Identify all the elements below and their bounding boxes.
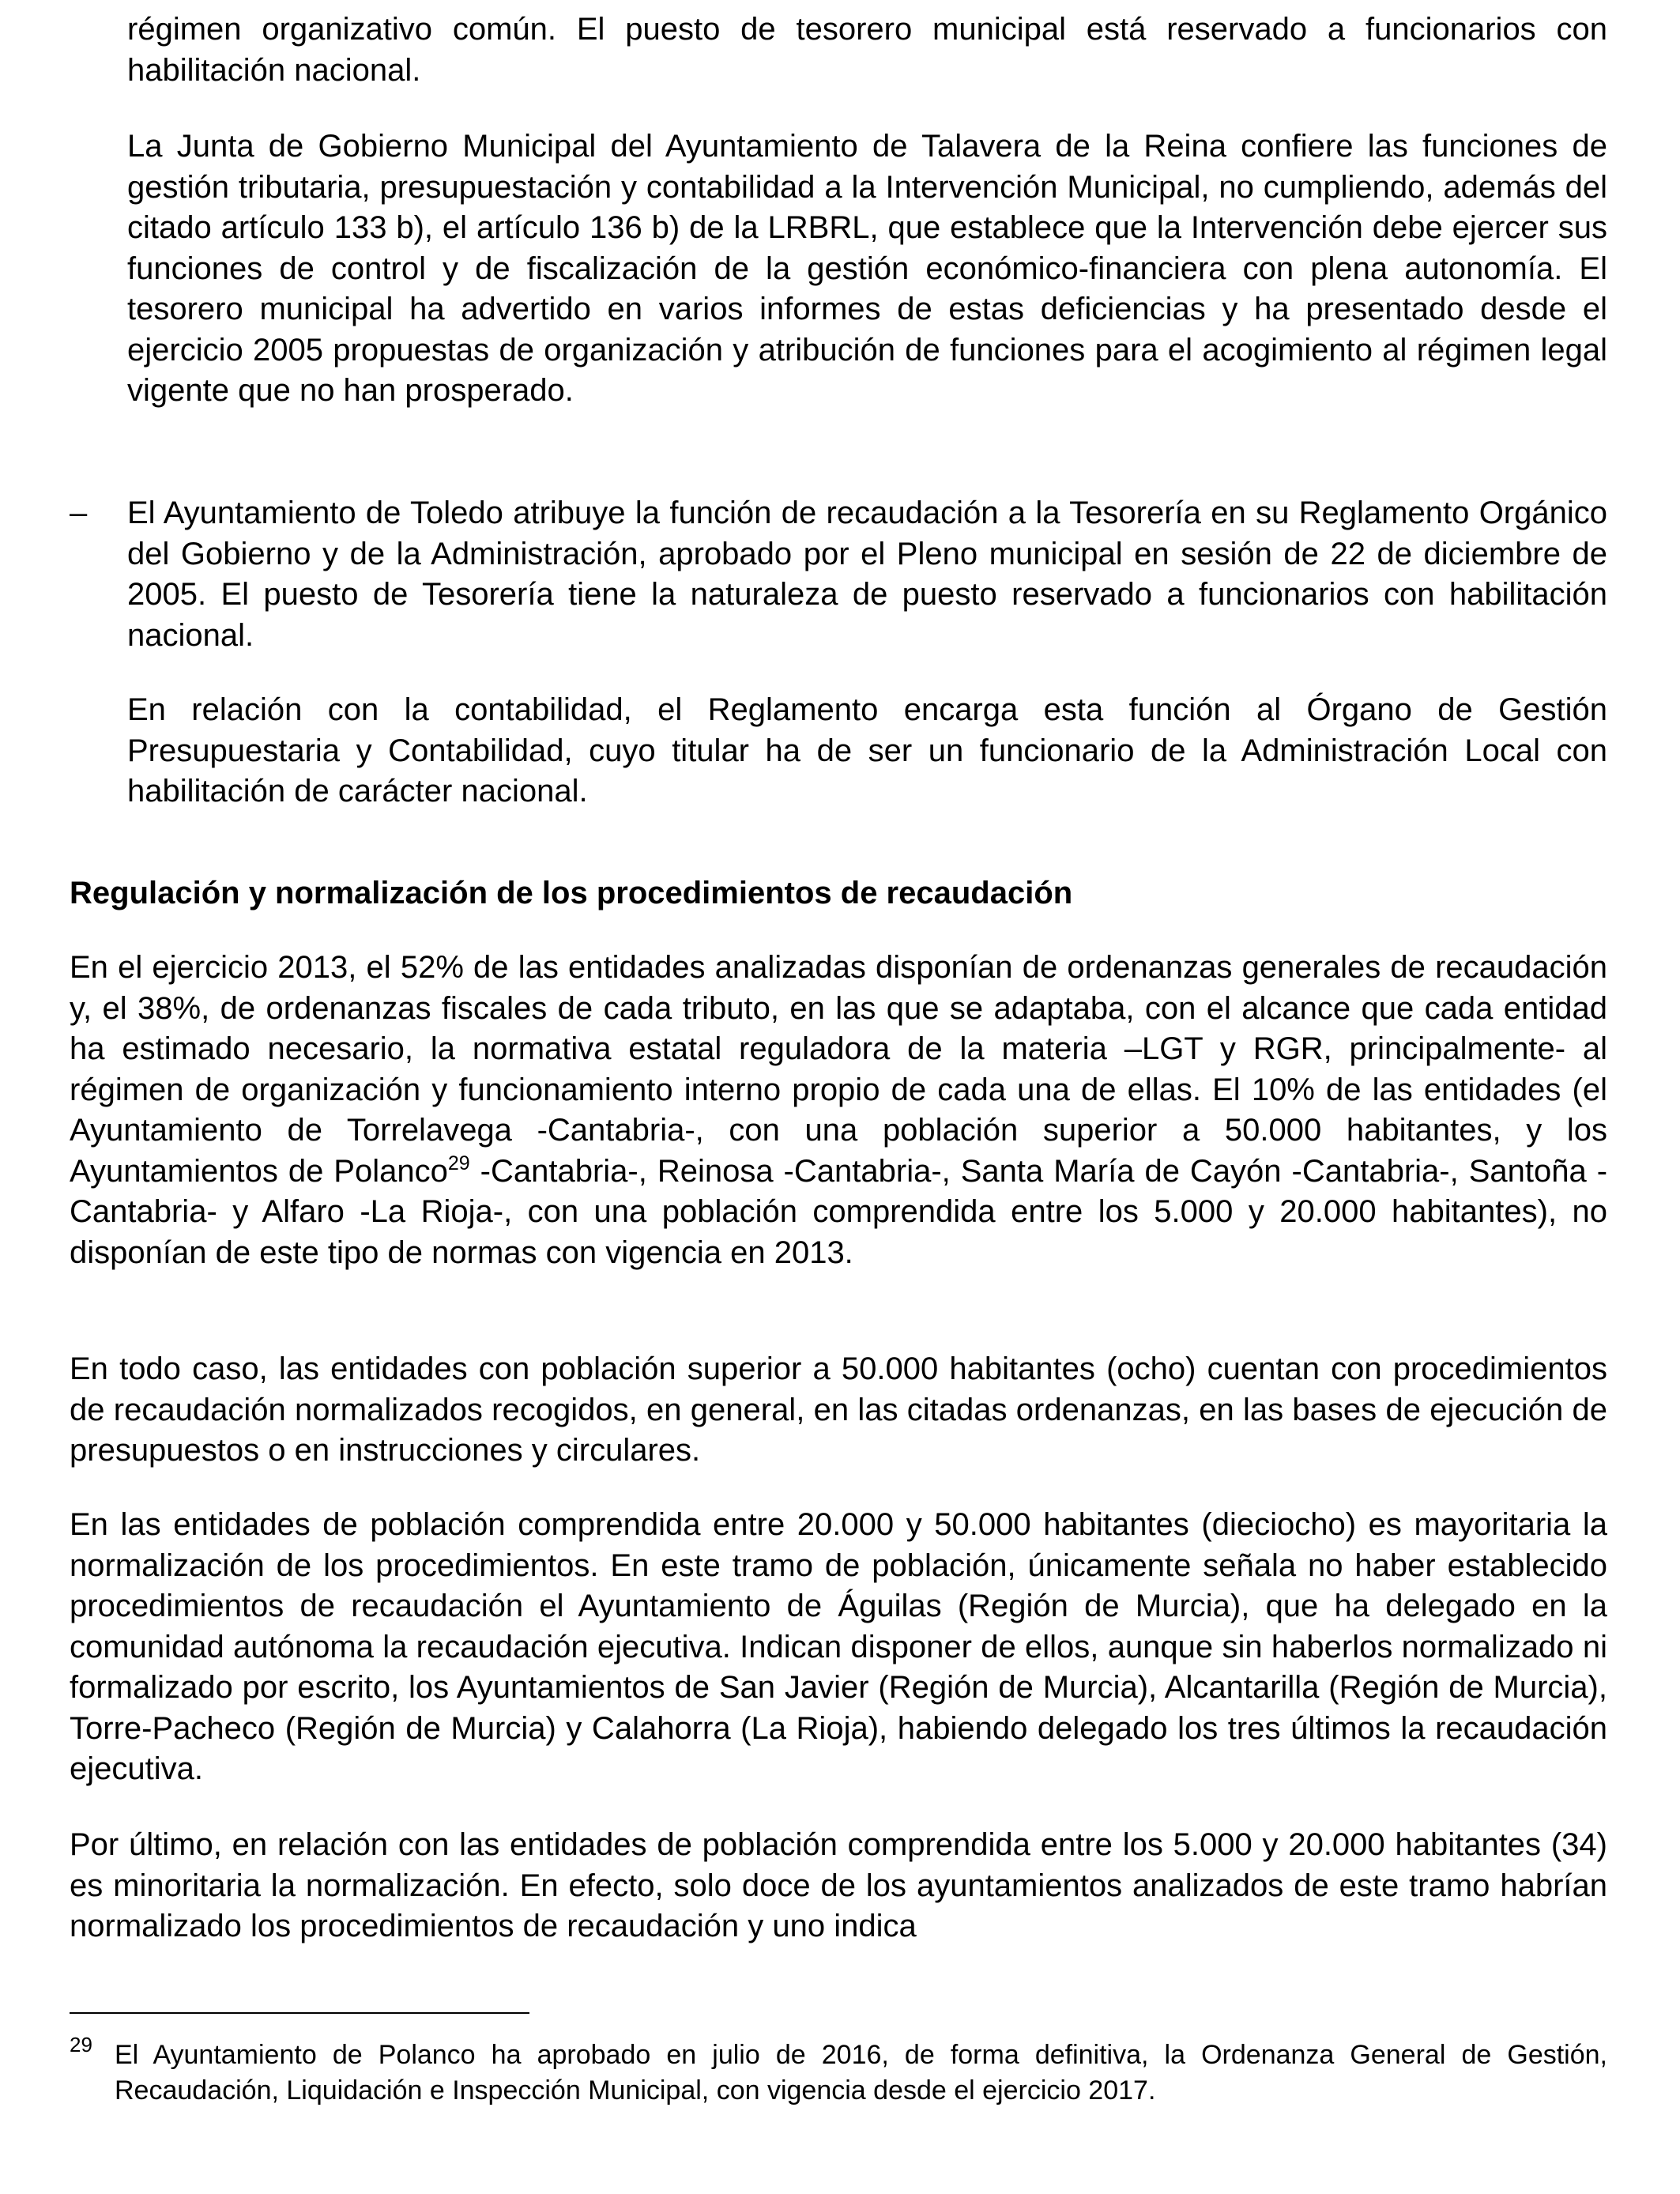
paragraph-over-50000: En todo caso, las entidades con población superior a 50.000 habitantes (ocho) cuentan con procedimientos de recaudación normalizados recogidos, en general, en las citadas ordenanzas, en las bases de ejecución de presupuestos o en instrucciones y circulares.: [70, 1351, 1607, 1468]
footnote-text: El Ayuntamiento de Polanco ha aprobado en julio de 2016, de forma definitiva, la Ordenanza General de Gestión, Recaudación, Liquidación e Inspección Municipal, con vigencia desde el ejercicio 2017.: [115, 2040, 1607, 2105]
paragraph-20000-50000: En las entidades de población comprendida entre 20.000 y 50.000 habitantes (dieciocho) es mayoritaria la normalización de los procedimientos. En este tramo de población, únicamente señala no haber establecido procedimientos de recaudación el Ayuntamiento de Águilas (Región de Murcia), que ha delegado en la comunidad autónoma la recaudación ejecutiva. Indican disponer de ellos, aunque sin haberlos normalizado ni formalizado por escrito, los Ayuntamientos de San Javier (Región de Murcia), Alcantarilla (Región de Murcia), Torre-Pacheco (Región de Murcia) y Calahorra (La Rioja), habiendo delegado los tres últimos la recaudación ejecutiva.: [70, 1507, 1607, 1786]
paragraph-ordenanzas-2013-part1: En el ejercicio 2013, el 52% de las entidades analizadas disponían de ordenanzas generales de recaudación y, el 38%, de ordenanzas fiscales de cada tributo, en las que se adaptaba, con el alcance que cada entidad ha estimado necesario, la normativa estatal reguladora de la materia –LGT y RGR, principalmente- al régimen de organización y funcionamiento interno propio de cada una de ellas. El 10% de las entidades (el Ayuntamiento de Torrelavega -Cantabria-, con una población superior a 50.000 habitantes, y los Ayuntamientos de Polanco: [70, 950, 1607, 1189]
paragraph-contabilidad: En relación con la contabilidad, el Reglamento encarga esta función al Órgano de Gestión Presupuestaria y Contabilidad, cuyo titular ha de ser un funcionario de la Administración Local con habilitación de carácter nacional.: [127, 692, 1607, 809]
paragraph-organizational-regime: régimen organizativo común. El puesto de tesorero municipal está reservado a funcionarios con habilitación nacional.: [127, 12, 1607, 88]
bullet-dash: –: [70, 496, 88, 530]
paragraph-5000-20000: Por último, en relación con las entidades de población comprendida entre los 5.000 y 20.000 habitantes (34) es minoritaria la normalización. En efecto, solo doce de los ayuntamientos analizados de este tramo habrían normalizado los procedimientos de recaudación y uno indica: [70, 1827, 1607, 1943]
paragraph-ordenanzas-2013: [70, 948, 1607, 1273]
footnote-separator: [70, 2012, 529, 2014]
section-heading: Regulación y normalización de los procedimientos de recaudación: [70, 876, 1073, 910]
paragraph-ordenanzas-2013-part2: -Cantabria-, Reinosa -Cantabria-, Santa María de Cayón -Cantabria-, Santoña -Cantabria- y Alfaro -La Rioja-, con una población comprendida entre los 5.000 y 20.000 habitantes), no disponían de este tipo de normas con vigencia en 2013.: [70, 1153, 1608, 1270]
paragraph-talavera: La Junta de Gobierno Municipal del Ayuntamiento de Talavera de la Reina confiere las funciones de gestión tributaria, presupuestación y contabilidad a la Intervención Municipal, no cumpliendo, además del citado artículo 133 b), el artículo 136 b) de la LRBRL, que establece que la Intervención debe ejercer sus funciones de control y de fiscalización de la gestión económico-financiera con plena autonomía. El tesorero municipal ha advertido en varios informes de estas deficiencias y ha presentado desde el ejercicio 2005 propuestas de organización y atribución de funciones para el acogimiento al régimen legal vigente que no han prosperado.: [127, 129, 1607, 408]
footnote-reference: 29: [447, 1152, 470, 1174]
paragraph-toledo: El Ayuntamiento de Toledo atribuye la función de recaudación a la Tesorería en su Reglamento Orgánico del Gobierno y de la Administración, aprobado por el Pleno municipal en sesión de 22 de diciembre de 2005. El puesto de Tesorería tiene la naturaleza de puesto reservado a funcionarios con habilitación nacional.: [127, 496, 1607, 653]
footnote-number: 29: [70, 2033, 92, 2056]
